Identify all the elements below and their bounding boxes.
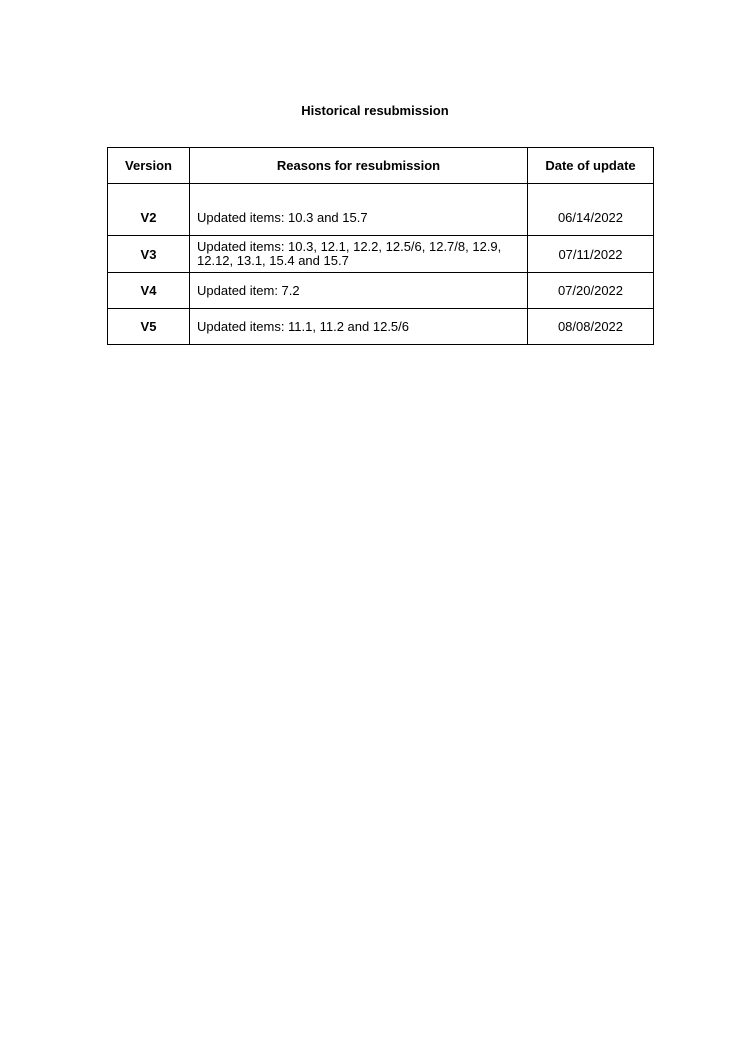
date-cell: 07/11/2022 [528, 236, 654, 273]
table-row [108, 184, 654, 236]
resubmission-history-table [107, 147, 654, 345]
reason-cell: Updated items: 10.3, 12.1, 12.2, 12.5/6, 12.7/8, 12.9, 12.12, 13.1, 15.4 and 15.7 [190, 236, 528, 273]
reason-cell: Updated item: 7.2 [190, 273, 528, 309]
date-cell: 08/08/2022 [528, 309, 654, 345]
version-cell: V5 [108, 309, 190, 345]
table-header-row [108, 148, 654, 184]
reason-cell: Updated items: 10.3 and 15.7 [190, 184, 528, 236]
date-cell: 06/14/2022 [528, 184, 654, 236]
version-column-header: Version [108, 148, 190, 184]
reasons-column-header: Reasons for resubmission [190, 148, 528, 184]
version-cell: V2 [108, 184, 190, 236]
table-row [108, 273, 654, 309]
version-cell: V3 [108, 236, 190, 273]
table-row [108, 236, 654, 273]
version-cell: V4 [108, 273, 190, 309]
table-row [108, 309, 654, 345]
reason-cell: Updated items: 11.1, 11.2 and 12.5/6 [190, 309, 528, 345]
date-cell: 07/20/2022 [528, 273, 654, 309]
page-title: Historical resubmission [301, 103, 449, 118]
date-column-header: Date of update [528, 148, 654, 184]
